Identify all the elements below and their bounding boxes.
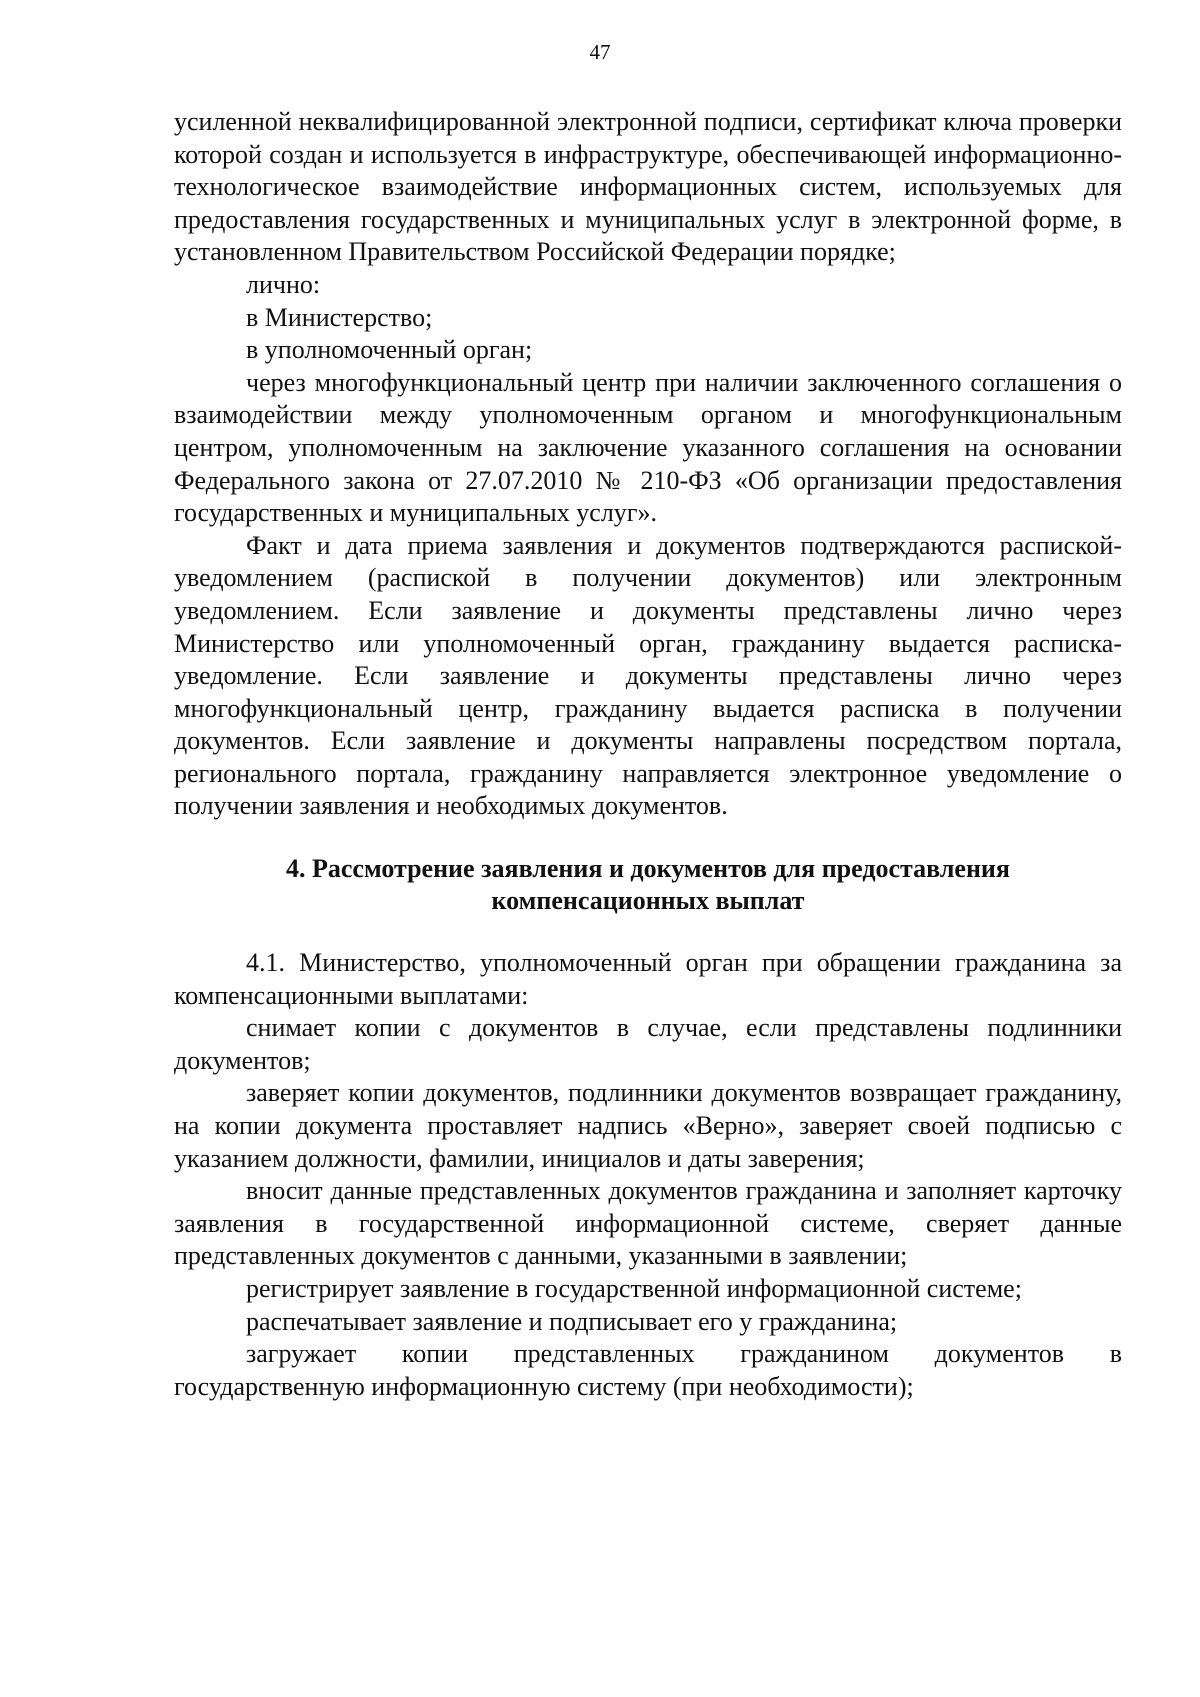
paragraphs-before-section (174, 106, 1122, 823)
paragraph: Факт и дата приема заявления и документов подтверждаются распиской-уведомлением (распиской в получении документов) или электронным уведомлением. Если заявление и документы представлены лично через Министерство или уполномоченный орган, гражданину выдается расписка-уведомление. Если заявление и документы представлены лично через многофункциональный центр, гражданину выдается расписка в получении документов. Если заявление и документы направлены посредством портала, регионального портала, гражданину направляется электронное уведомление о получении заявления и необходимых документов. (174, 530, 1122, 821)
section-heading-line: компенсационных выплат (491, 886, 805, 916)
paragraph: снимает копии с документов в случае, если представлены подлинники документов; (174, 1013, 1122, 1075)
paragraph: вносит данные представленных документов гражданина и заполняет карточку заявления в государственной информационной системе, сверяет данные представленных документов с данными, указанными в заявлении; (174, 1176, 1122, 1271)
paragraph: лично: (246, 269, 321, 299)
section-heading (174, 853, 1122, 917)
paragraph: заверяет копии документов, подлинники документов возвращает гражданину, на копии документа проставляет надпись «Верно», заверяет своей подписью с указанием должности, фамилии, инициалов и даты заверения; (174, 1078, 1122, 1173)
paragraph: 4.1. Министерство, уполномоченный орган при обращении гражданина за компенсационными выплатами: (174, 948, 1122, 1010)
section-heading-line: 4. Рассмотрение заявления и документов для предоставления (286, 854, 1010, 884)
document-body (174, 106, 1122, 1403)
paragraph: через многофункциональный центр при наличии заключенного соглашения о взаимодействии между уполномоченным органом и многофункциональным центром, уполномоченным на заключение указанного соглашения на основании Федерального закона от 27.07.2010 № 210-ФЗ «Об организации предоставления государственных и муниципальных услуг». (174, 367, 1122, 528)
paragraph: усиленной неквалифицированной электронной подписи, сертификат ключа проверки которой создан и используется в инфраструктуре, обеспечивающей информационно-технологическое взаимодействие информационных систем, используемых для предоставления государственных и муниципальных услуг в электронной форме, в установленном Правительством Российской Федерации порядке; (174, 107, 1122, 267)
page-number: 47 (589, 40, 611, 64)
paragraphs-after-section (174, 947, 1122, 1403)
paragraph: в Министерство; (246, 302, 433, 332)
paragraph: в уполномоченный орган; (246, 335, 533, 365)
paragraph: распечатывает заявление и подписывает его у гражданина; (246, 1306, 898, 1336)
paragraph: регистрирует заявление в государственной информационной системе; (246, 1274, 1022, 1303)
paragraph: загружает копии представленных гражданином документов в государственную информационную систему (при необходимости); (174, 1339, 1122, 1401)
